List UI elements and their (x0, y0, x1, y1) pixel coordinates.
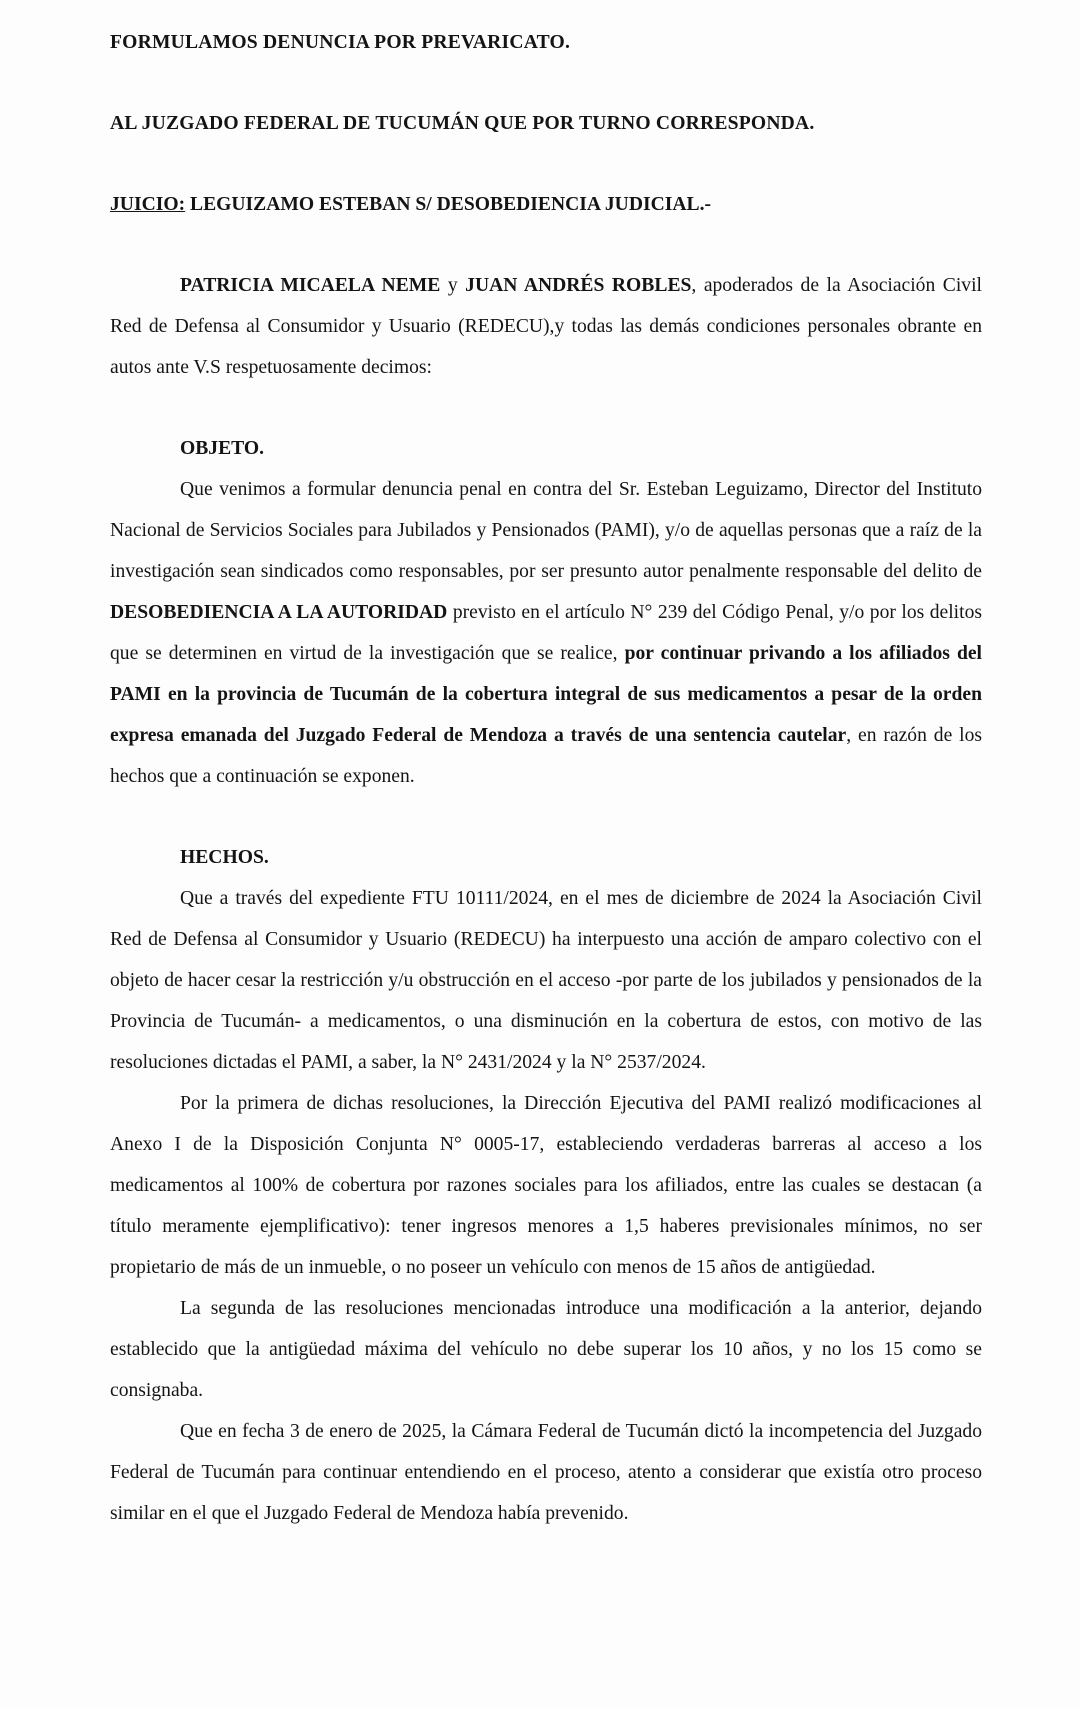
intro-connector: y (440, 275, 466, 296)
attorney-name-1: PATRICIA MICAELA NEME (180, 275, 441, 296)
intro-paragraph (110, 265, 982, 388)
objeto-text-1: Que venimos a formular denuncia penal en contra del Sr. Esteban Leguizamo, Director del Instituto Nacional de Servicios Sociales para Jubilados y Pensionados (PAMI), y/o de aquellas personas que a raíz de la investigación sean sindicados como responsables, por ser presunto autor penalmente responsable del delito de (110, 479, 982, 582)
hechos-paragraph-2: Por la primera de dichas resoluciones, la Dirección Ejecutiva del PAMI realizó modificaciones al Anexo I de la Disposición Conjunta N° 0005-17, estableciendo verdaderas barreras al acceso a los medicamentos al 100% de cobertura por razones sociales para los afiliados, entre las cuales se destacan (a título meramente ejemplificativo): tener ingresos menores a 1,5 haberes previsionales mínimos, no ser propietario de más de un inmueble, o no poseer un vehículo con menos de 15 años de antigüedad. (110, 1093, 982, 1278)
hechos-paragraph-1: Que a través del expediente FTU 10111/2024, en el mes de diciembre de 2024 la Asociación Civil Red de Defensa al Consumidor y Usuario (REDECU) ha interpuesto una acción de amparo colectivo con el objeto de hacer cesar la restricción y/u obstrucción en el acceso -por parte de los jubilados y pensionados de la Provincia de Tucumán- a medicamentos, o una disminución en la cobertura de estos, con motivo de las resoluciones dictadas el PAMI, a saber, la N° 2431/2024 y la N° 2537/2024. (110, 888, 982, 1073)
case-title: LEGUIZAMO ESTEBAN S/ DESOBEDIENCIA JUDICIAL.- (185, 194, 712, 215)
attorney-name-2: JUAN ANDRÉS ROBLES (465, 275, 692, 296)
section-title-hechos: HECHOS. (180, 847, 269, 868)
case-label: JUICIO: (110, 194, 186, 215)
case-caption (110, 184, 982, 225)
objeto-text-3: , en razón de los hechos que a continuación se exponen. (110, 725, 983, 787)
document-body (110, 22, 982, 1534)
objeto-paragraph (110, 469, 982, 797)
hechos-paragraph-3: La segunda de las resoluciones mencionadas introduce una modificación a la anterior, dejando establecido que la antigüedad máxima del vehículo no debe superar los 10 años, y no los 15 como se consignaba. (110, 1298, 982, 1401)
document-title: FORMULAMOS DENUNCIA POR PREVARICATO. (110, 32, 571, 53)
objeto-bold-2: por continuar privando a los afiliados del PAMI en la provincia de Tucumán de la cobertura integral de sus medicamentos a pesar de la orden expresa emanada del Juzgado Federal de Mendoza a través de una sentencia cautelar (110, 643, 982, 746)
section-title-objeto: OBJETO. (180, 438, 265, 459)
hechos-paragraph-4: Que en fecha 3 de enero de 2025, la Cámara Federal de Tucumán dictó la incompetencia del Juzgado Federal de Tucumán para continuar entendiendo en el proceso, atento a considerar que existía otro proceso similar en el que el Juzgado Federal de Mendoza había prevenido. (110, 1421, 982, 1524)
court-addressee: AL JUZGADO FEDERAL DE TUCUMÁN QUE POR TURNO CORRESPONDA. (110, 113, 815, 134)
objeto-text-2: previsto en el artículo N° 239 del Código Penal, y/o por los delitos que se determinen en virtud de la investigación que se realice, (110, 602, 982, 664)
intro-text: , apoderados de la Asociación Civil Red de Defensa al Consumidor y Usuario (REDECU),y todas las demás condiciones personales obrante en autos ante V.S respetuosamente decimos: (110, 275, 982, 378)
objeto-bold-1: DESOBEDIENCIA A LA AUTORIDAD (110, 602, 448, 623)
